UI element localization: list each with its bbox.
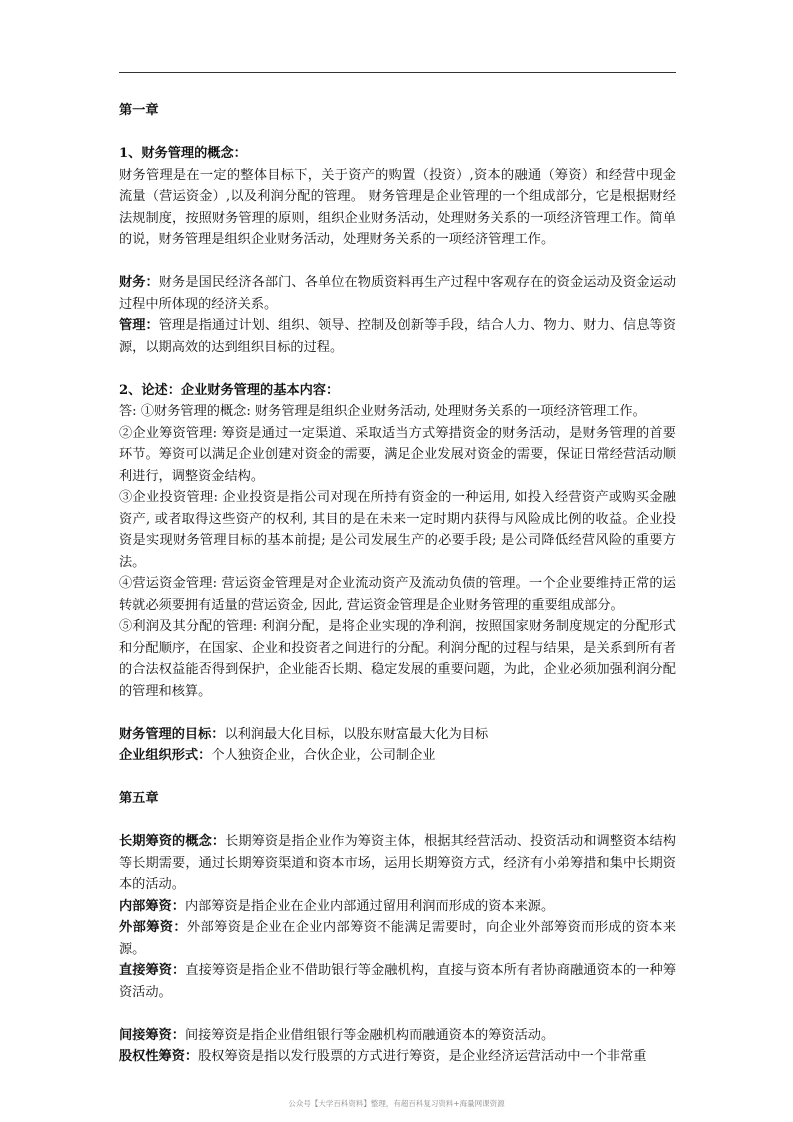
internal-text: 内部筹资是指企业在企业内部通过留用利润而形成的资本来源。	[184, 898, 555, 914]
internal-definition	[119, 896, 676, 918]
finance-term: 财务：	[119, 275, 159, 290]
org-definition	[119, 745, 676, 767]
direct-term: 直接筹资：	[119, 963, 186, 978]
equity-term: 股权性筹资：	[119, 1049, 199, 1064]
indirect-term: 间接筹资：	[119, 1027, 185, 1043]
goal-definition	[119, 724, 676, 746]
management-definition	[119, 315, 676, 358]
essay-item: ②企业筹资管理: 筹资是通过一定渠道、采取适当方式筹措资金的财务活动，是财务管理的首要环节。筹资可以满足企业创建对资金的需要，满足企业发展对资金的需要，保证日常经营活动顺利进行，调整资金结构。	[119, 425, 676, 484]
essay-heading: 2、论述：企业财务管理的基本内容：	[119, 382, 340, 398]
concept-heading: 1、财务管理的概念：	[119, 146, 247, 161]
long-term-term: 长期筹资的概念：	[119, 834, 226, 849]
concept-paragraph: 财务管理是在一定的整体目标下，关于资产的购置（投资）,资本的融通（筹资）和经营中现金流量（营运资金）,以及利润分配的管理。 财务管理是企业管理的一个组成部分，它是根据财经法规制度，按照财务管理的原则，组织企业财务活动，处理财务关系的一项经济管理工作。简单的说，财务管理是组织企业财务活动，处理财务关系的一项经济管理工作。	[119, 167, 676, 247]
org-term: 企业组织形式：	[119, 748, 212, 763]
management-term: 管理：	[119, 318, 159, 333]
chapter-5-title: 第五章	[119, 791, 159, 806]
indirect-text: 间接筹资是指企业借组银行等金融机构而融通资本的筹资活动。	[184, 1027, 555, 1043]
management-text: 管理是指通过计划、组织、领导、控制及创新等手段，结合人力、物力、财力、信息等资源，以期高效的达到组织目标的过程。	[119, 318, 677, 355]
goal-text: 以利润最大化目标，以股东财富最大化为目标	[224, 726, 489, 742]
header-rule	[119, 72, 676, 73]
direct-definition	[119, 960, 676, 1003]
goal-term: 财务管理的目标：	[119, 726, 225, 742]
essay-item: 答: ①财务管理的概念: 财务管理是组织企业财务活动, 处理财务关系的一项经济管理工作。	[119, 404, 646, 419]
essay-item: ④营运资金管理: 营运资金管理是对企业流动资产及流动负债的管理。一个企业要维持正常的运转就必须要拥有适量的营运资金, 因此, 营运资金管理是企业财务管理的重要组成部分。	[119, 576, 676, 613]
external-definition	[119, 917, 676, 960]
indirect-definition	[119, 1025, 676, 1047]
chapter-1-title: 第一章	[119, 103, 159, 118]
equity-definition	[119, 1046, 676, 1068]
equity-text: 股权筹资是指以发行股票的方式进行筹资，是企业经济运营活动中一个非常重	[198, 1049, 647, 1064]
long-term-text: 长期筹资是指企业作为筹资主体，根据其经营活动、投资活动和调整资本结构等长期需要，通过长期筹资渠道和资本市场，运用长期筹资方式，经济有小弟筹措和集中长期资本的活动。	[119, 834, 676, 892]
finance-text: 财务是国民经济各部门、各单位在物质资料再生产过程中客观存在的资金运动及资金运动过程中所体现的经济关系。	[119, 275, 677, 312]
document-body	[119, 100, 676, 1068]
external-text: 外部筹资是企业在企业内部筹资不能满足需要时，向企业外部筹资而形成的资本来源。	[119, 920, 677, 957]
finance-definition	[119, 272, 676, 315]
internal-term: 内部筹资：	[119, 898, 185, 914]
footer-note: 公众号【大学百科资料】整理，有超百科复习资料+海量网课资源	[288, 1099, 505, 1108]
essay-item: ③企业投资管理: 企业投资是指公司对现在所持有资金的一种运用, 如投入经营资产或购买金融资产, 或者取得这些资产的权利, 其目的是在未来一定时期内获得与风险成比例的收益。企业投资是实现财务管理目标的基本前提; 是公司发展生产的必要手段; 是公司降低经营风险的重要方法。	[119, 490, 676, 570]
org-text: 个人独资企业，合伙企业，公司制企业	[211, 748, 436, 763]
long-term-definition	[119, 831, 676, 896]
external-term: 外部筹资：	[119, 920, 187, 935]
direct-text: 直接筹资是指企业不借助银行等金融机构，直接与资本所有者协商融通资本的一种筹资活动。	[119, 963, 677, 1000]
essay-item: ⑤利润及其分配的管理: 利润分配，是将企业实现的净利润，按照国家财务制度规定的分配形式和分配顺序，在国家、企业和投资者之间进行的分配。利润分配的过程与结果，是关系到所有者的合法权益能否得到保护，企业能否长期、稳定发展的重要问题，为此，企业必须加强利润分配的管理和核算。	[119, 619, 676, 699]
